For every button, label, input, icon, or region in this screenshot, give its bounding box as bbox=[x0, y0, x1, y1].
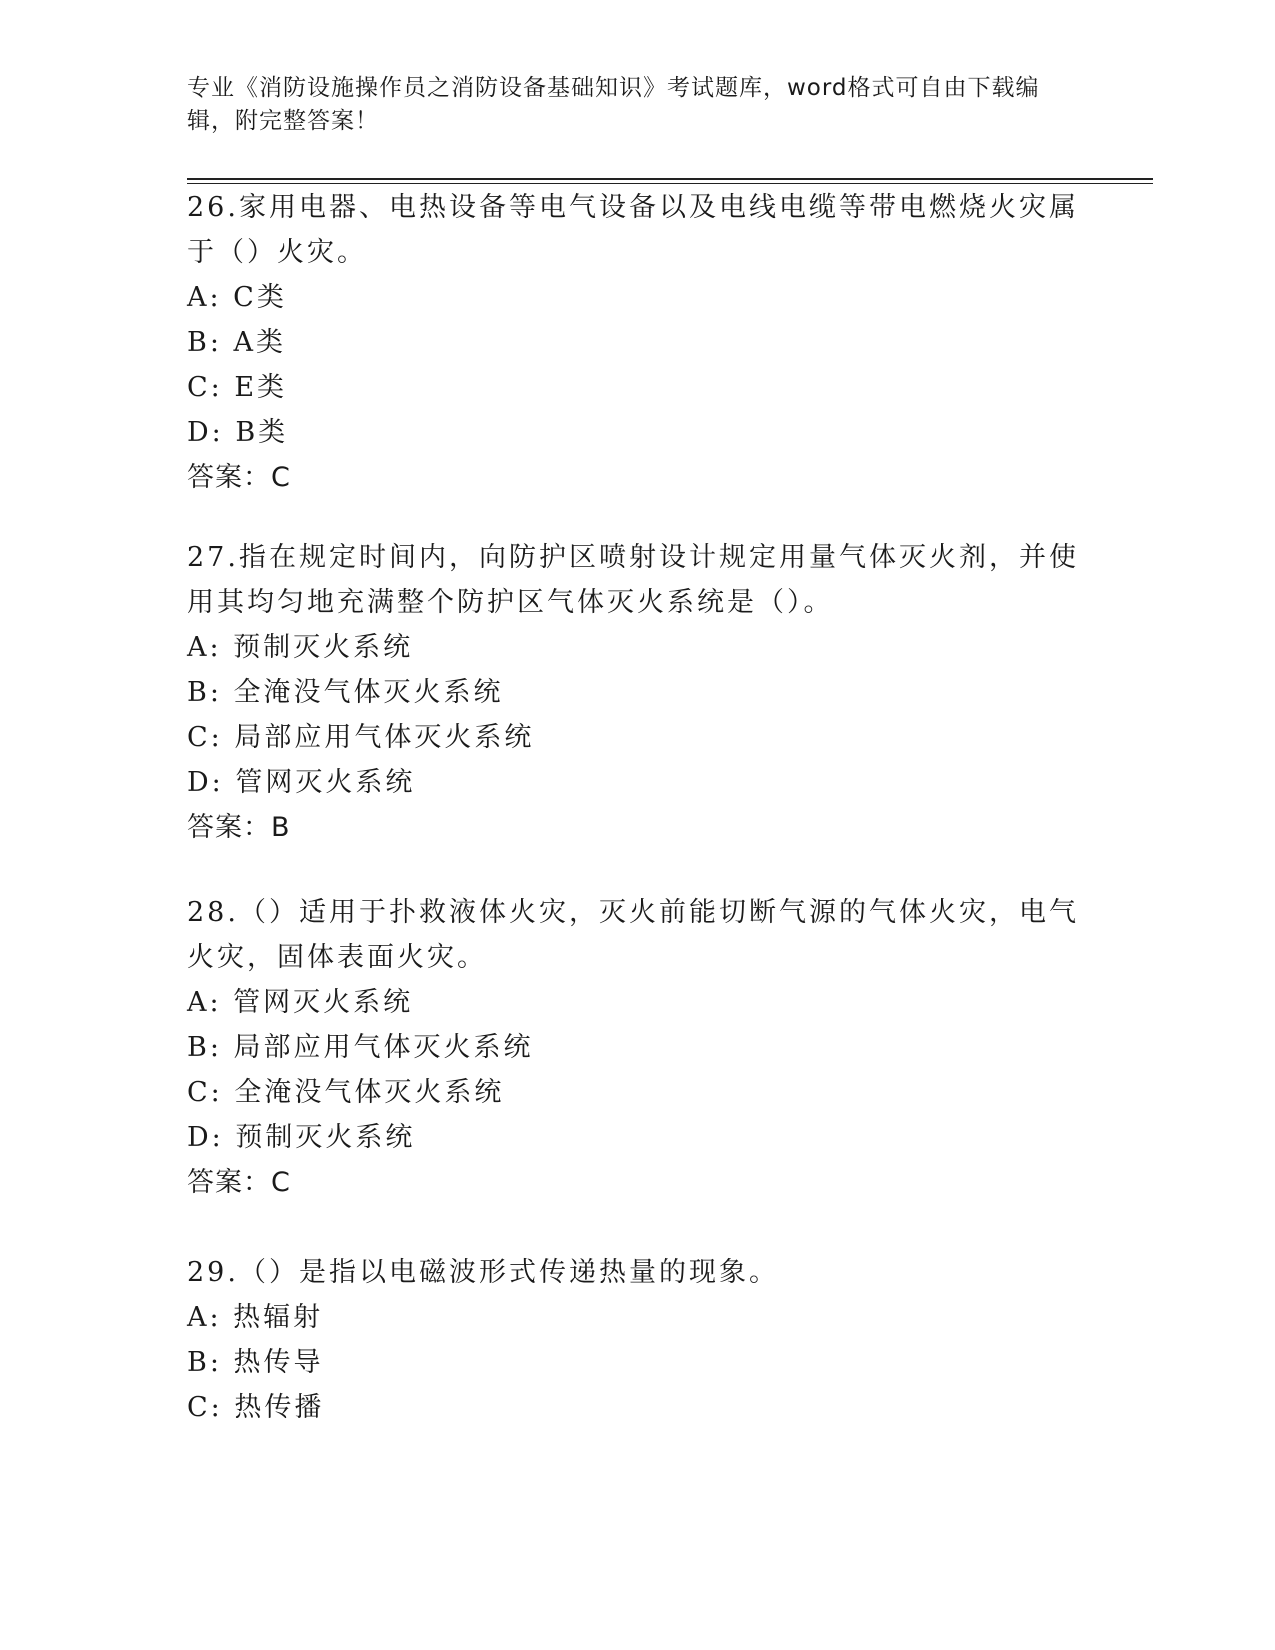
question-stem: 26.家用电器、电热设备等电气设备以及电线电缆等带电燃烧火灾属于（）火灾。 bbox=[187, 192, 1079, 268]
question-stem: 27.指在规定时间内，向防护区喷射设计规定用量气体灭火剂，并使用其均匀地充满整个防护区气体灭火系统是（）。 bbox=[187, 542, 1079, 618]
header-divider-thin bbox=[187, 183, 1153, 184]
option-b: B: 热传导 bbox=[187, 1347, 324, 1378]
document-header: 专业《消防设施操作员之消防设备基础知识》考试题库，word格式可自由下载编辑，附完整答案！ bbox=[187, 75, 1040, 134]
option-c: C: 全淹没气体灭火系统 bbox=[187, 1077, 505, 1108]
option-a: A: 热辐射 bbox=[187, 1302, 324, 1333]
option-c: C: 热传播 bbox=[187, 1392, 325, 1423]
header-divider-thick bbox=[187, 178, 1153, 180]
option-a: A: 预制灭火系统 bbox=[187, 632, 414, 663]
option-d: D: 预制灭火系统 bbox=[187, 1122, 416, 1153]
answer: 答案：B bbox=[187, 812, 291, 843]
answer: 答案：C bbox=[187, 1167, 291, 1198]
option-a: A: 管网灭火系统 bbox=[187, 987, 414, 1018]
question-28 bbox=[187, 890, 1087, 1205]
option-c: C: 局部应用气体灭火系统 bbox=[187, 722, 535, 753]
question-29 bbox=[187, 1250, 1087, 1430]
option-d: D: 管网灭火系统 bbox=[187, 767, 416, 798]
question-stem: 28.（）适用于扑救液体火灾，灭火前能切断气源的气体火灾，电气火灾，固体表面火灾。 bbox=[187, 897, 1079, 973]
question-26 bbox=[187, 185, 1087, 500]
option-c: C: E类 bbox=[187, 372, 288, 403]
option-b: B: 全淹没气体灭火系统 bbox=[187, 677, 504, 708]
option-b: B: A类 bbox=[187, 327, 287, 358]
question-27 bbox=[187, 535, 1087, 850]
question-stem: 29.（）是指以电磁波形式传递热量的现象。 bbox=[187, 1257, 779, 1288]
option-d: D: B类 bbox=[187, 417, 289, 448]
answer: 答案：C bbox=[187, 462, 291, 493]
option-a: A: C类 bbox=[187, 282, 287, 313]
option-b: B: 局部应用气体灭火系统 bbox=[187, 1032, 534, 1063]
